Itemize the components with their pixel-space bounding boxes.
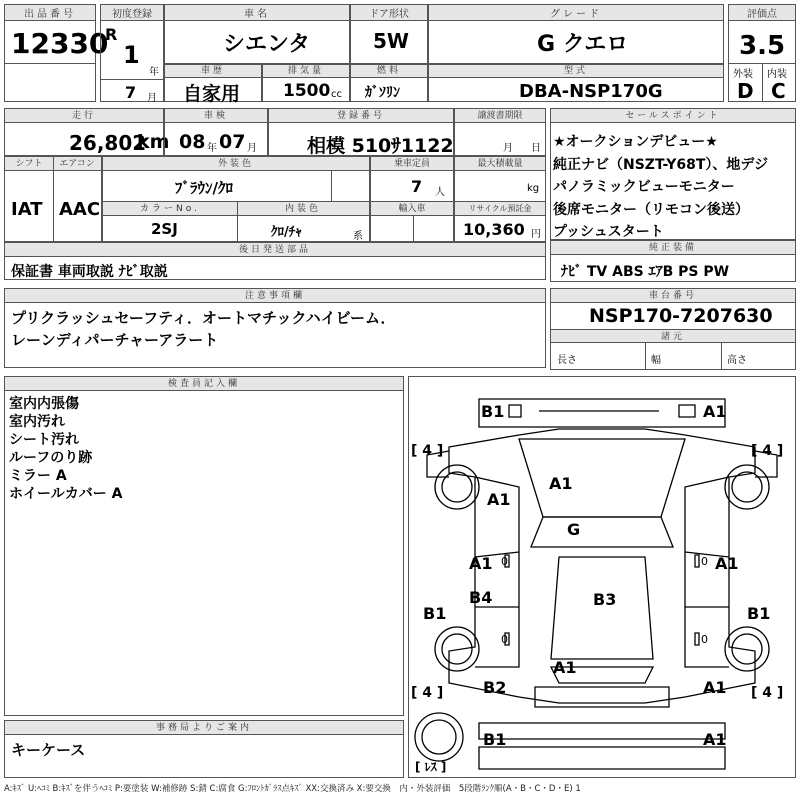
insp-nen: 年: [207, 143, 217, 154]
office-text: キーケース: [11, 741, 86, 759]
office-label: 事務局よりご案内: [5, 721, 403, 735]
recycle-value: 10,360: [463, 220, 525, 239]
shift-value: IAT: [11, 199, 43, 220]
inspection-label: 車検: [165, 109, 267, 123]
inspection-year: 08: [179, 131, 206, 153]
inspector-line: ルーフのり跡: [9, 450, 93, 466]
chassis-box: [550, 288, 796, 370]
inspection-month: 07: [219, 131, 246, 153]
grade-label: グレード: [429, 5, 723, 21]
transfer-label: 譲渡書期限: [455, 109, 545, 123]
transfer-day: 日: [531, 143, 541, 154]
notes-label: 注意事項欄: [5, 289, 545, 303]
fuel-value: ｶﾞｿﾘﾝ: [365, 85, 400, 101]
inspector-box: [4, 376, 404, 716]
mark-b3-roof: B3: [593, 590, 617, 609]
inspection-box: [164, 108, 268, 156]
mark-a1-rear: A1: [553, 658, 577, 677]
capacity-label: 乗車定員: [371, 157, 453, 171]
mark-zero: 0: [701, 555, 708, 568]
spec-label: 諸元: [551, 329, 795, 343]
equip-box: [550, 240, 796, 282]
notes-box: [4, 288, 546, 368]
car-name-box: [164, 4, 350, 64]
mark-b1-left-sill: B1: [423, 604, 447, 623]
mileage-label: 走行: [5, 109, 163, 123]
tire-front-left: [ 4 ]: [411, 443, 444, 459]
office-box: [4, 720, 404, 778]
import-label: 輸入車: [371, 202, 453, 216]
inspector-line: シート汚れ: [9, 432, 79, 448]
sales-point: 純正ナビ（NSZT-Y68T）、地デジ: [553, 156, 769, 173]
mileage-box: [4, 108, 170, 156]
interior-unit: 系: [353, 231, 363, 242]
km-unit: km: [137, 131, 170, 153]
lot-box: [4, 4, 109, 102]
legend: A:ｷｽﾞ U:ﾍｺﾐ B:ｷｽﾞを伴うﾍｺﾐ P:要塗装 W:補修跡 S:錆 C:腐食 G:ﾌﾛﾝﾄｶﾞﾗｽ点ｷｽﾞ XX:交換済み X:要交換 内・外装評価 5段階ﾗﾝｸ順(A・B・C・D・E) 1: [4, 784, 581, 794]
door-type: 5W: [373, 29, 409, 53]
int-grade: C: [771, 79, 786, 103]
fuel-box: [350, 64, 428, 102]
first-reg-box: [100, 4, 164, 102]
mark-b4-rear-door-left: B4: [469, 588, 493, 607]
insp-tsuki: 月: [247, 143, 257, 154]
history-label: 車歴: [165, 65, 261, 78]
capacity-unit: 人: [435, 187, 445, 198]
length-label: 長さ: [557, 355, 577, 366]
later-value: 保証書 車両取説 ﾅﾋﾞ取説: [11, 264, 168, 280]
mark-g-windshield: G: [567, 520, 581, 539]
door-box: [350, 4, 428, 64]
sales-point: ★オークションデビュー★: [553, 134, 718, 150]
chassis-number: NSP170-7207630: [589, 305, 773, 327]
load-box: [454, 156, 546, 242]
load-label: 最大積載量: [455, 157, 545, 171]
mark-a1-bonnet: A1: [549, 474, 573, 493]
mark-a1-rear-right: A1: [703, 678, 727, 697]
reg-month: 7: [125, 83, 137, 102]
mark-a1-front-door-right: A1: [715, 554, 739, 573]
notes-lines: [11, 307, 395, 351]
reg-no-box: [268, 108, 454, 156]
height-label: 高さ: [727, 355, 747, 366]
mark-b1-bottom-left: B1: [483, 730, 507, 749]
model-box: [428, 64, 724, 102]
color-value: ﾌﾞﾗｳﾝ/ｸﾛ: [175, 179, 233, 197]
tire-rear-left: [ 4 ]: [411, 685, 444, 701]
sales-points: [553, 131, 768, 244]
ext-grade: D: [737, 79, 754, 103]
displacement-value: 1500: [283, 81, 331, 101]
transfer-month: 月: [503, 143, 513, 154]
score-label: 評価点: [729, 5, 795, 21]
transfer-box: [454, 108, 546, 156]
int-label: 内装: [767, 69, 787, 80]
first-reg-label: 初度登録: [101, 5, 163, 21]
equip-value: ﾅﾋﾞ TV ABS ｴｱB PS PW: [561, 264, 730, 280]
load-unit: kg: [527, 183, 540, 194]
grade-box: [428, 4, 724, 64]
later-label: 後日発送部品: [5, 243, 545, 257]
year-unit: 年: [149, 67, 159, 78]
displacement-box: [262, 64, 350, 102]
color-box: [102, 156, 370, 242]
mark-zero: 0: [701, 633, 708, 646]
door-label: ドア形状: [351, 5, 427, 21]
ac-label: エアコン: [53, 157, 101, 171]
ext-label: 外装: [733, 69, 753, 80]
tire-front-right: [ 4 ]: [751, 443, 784, 459]
shift-label: シフト: [5, 157, 53, 171]
capacity-value: 7: [411, 177, 423, 196]
car-diagram-box: [408, 376, 796, 778]
sales-box: [550, 108, 796, 240]
inspector-line: ミラー A: [9, 468, 67, 484]
equip-label: 純正装備: [551, 241, 795, 255]
mark-b2-rear-left: B2: [483, 678, 507, 697]
width-label: 幅: [651, 355, 661, 366]
reg-no-value: 相模 510ｻ1122: [307, 135, 454, 157]
model-value: DBA-NSP170G: [519, 81, 663, 102]
mark-zero: 0: [501, 555, 508, 568]
mileage-value: 26,802: [69, 131, 147, 155]
displacement-label: 排気量: [263, 65, 349, 78]
inspector-line: ホイールカバー A: [9, 486, 123, 502]
color-no-value: 2SJ: [151, 220, 178, 238]
mark-b1-right-sill: B1: [747, 604, 771, 623]
reg-no-label: 登録番号: [269, 109, 453, 123]
tire-rear-right: [ 4 ]: [751, 685, 784, 701]
car-name: シエンタ: [223, 32, 311, 57]
lot-label: 出品番号: [5, 5, 95, 21]
inspector-label: 検査員記入欄: [5, 377, 403, 391]
inspector-line: 室内内張傷: [9, 396, 79, 412]
model-label: 型式: [429, 65, 723, 78]
reg-year: 1: [123, 41, 140, 69]
note-line: レーンディパーチャーアラート: [11, 331, 219, 349]
tire-spare: [ ﾚｽ ]: [415, 760, 447, 774]
car-diagram: [409, 377, 795, 777]
sales-point: パノラミックビューモニター: [553, 179, 735, 195]
era: R: [105, 25, 118, 44]
sales-point: プッシュスタート: [553, 224, 664, 240]
history-value: 自家用: [183, 83, 241, 105]
capacity-box: [370, 156, 454, 242]
cc-unit: cc: [331, 89, 342, 100]
note-line: プリクラッシュセーフティ．オートマチックハイビーム．: [11, 309, 396, 327]
mark-a1-left-fender: A1: [487, 490, 511, 509]
month-unit: 月: [147, 93, 157, 104]
car-name-label: 車名: [165, 5, 349, 21]
mark-a1-top-right: A1: [703, 402, 727, 421]
history-box: [164, 64, 262, 105]
color-no-label: カラーNo.: [103, 202, 237, 216]
yen-unit: 円: [531, 229, 541, 240]
later-box: [4, 242, 546, 280]
sales-label: セールスポイント: [551, 109, 795, 123]
interior-label: 内装色: [237, 202, 369, 216]
grade-value: G クエロ: [537, 32, 629, 57]
lot-number: 12330: [11, 27, 109, 60]
mark-zero: 0: [501, 633, 508, 646]
recycle-label: リサイクル預託金: [455, 202, 545, 216]
inspector-line: 室内汚れ: [9, 414, 65, 430]
color-label: 外装色: [103, 157, 369, 171]
sales-point: 後席モニター（リモコン後送）: [553, 201, 749, 218]
score-value: 3.5: [739, 31, 786, 61]
fuel-label: 燃料: [351, 65, 427, 78]
mark-a1-bottom-right: A1: [703, 730, 727, 749]
mark-b1-top-left: B1: [481, 402, 505, 421]
shift-box: [4, 156, 102, 242]
interior-value: ｸﾛ/ﾁｬ: [271, 225, 302, 240]
ac-value: AAC: [59, 199, 101, 220]
inspector-lines: [9, 395, 122, 503]
chassis-label: 車台番号: [551, 289, 795, 303]
score-box: [728, 4, 796, 102]
mark-a1-front-door-left: A1: [469, 554, 493, 573]
